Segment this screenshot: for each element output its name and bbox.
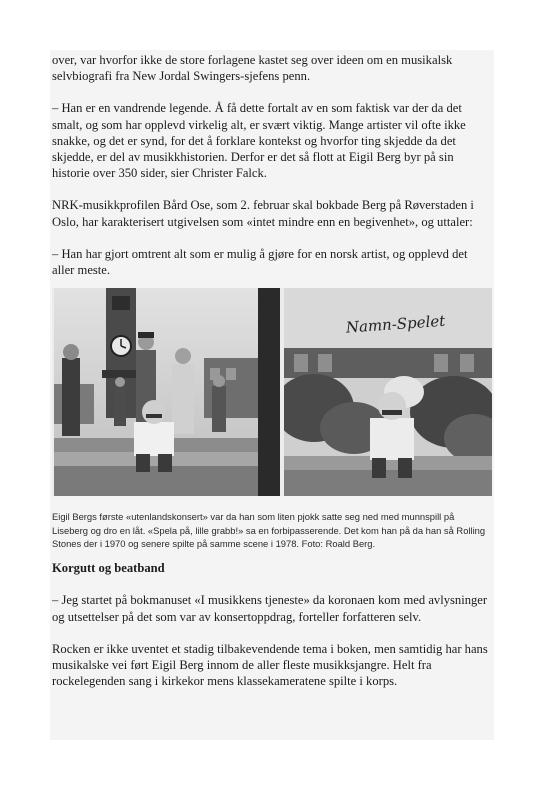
photo-divider bbox=[258, 288, 280, 496]
paragraph-6: Rocken er ikke uventet et stadig tilbakevendende tema i boken, men samtidig har hans musikalske vei ført Eigil Berg innom de aller fleste musikksjangre. Helt fra rockelegenden sang i kirkekor mens klassekameratene spilte i korps. bbox=[52, 641, 488, 689]
photo-caption: Eigil Bergs første «utenlandskonsert» var da han som liten pjokk satte seg ned med munnspill på Liseberg og dro en låt. «Spela på, lille grabb!» sa en forbipasserende. Det kom han på da han så Rolling Stones der i 1970 og senere spilte på samme scene i 1978. Foto: Roald Berg. bbox=[52, 511, 486, 550]
paragraph-1: over, var hvorfor ikke de store forlagene kastet seg over ideen om en musikalsk selvbiografi fra New Jordal Swingers-sjefens penn. bbox=[52, 53, 453, 84]
article-body bbox=[52, 52, 492, 689]
photo-boy-with-harmonica bbox=[284, 288, 492, 496]
article-photo bbox=[52, 288, 492, 496]
paragraph-4: – Han har gjort omtrent alt som er mulig å gjøre for en norsk artist, og opplevd det aller meste. bbox=[52, 246, 468, 278]
photo-sign-text: Namn-Spelet bbox=[345, 311, 446, 337]
section-heading: Korgutt og beatband bbox=[52, 561, 165, 576]
paragraph-2: – Han er en vandrende legende. Å få dette fortalt av en som faktisk var der da det smalt, og som har opplevd virkelig alt, er svært viktig. Mange artister vil ofte ikke snakke, og det er synd, for det å forklare kontekst og hvorfor ting skjedde da det skjedde, er del av musikkhistorien. Derfor er det så flott at Eigil Berg byr på sin historie over 350 sider, sier Christer Falck. bbox=[52, 101, 466, 181]
paragraph-3: NRK-musikkprofilen Bård Ose, som 2. februar skal bokbade Berg på Røverstaden i Oslo, har karakterisert utgivelsen som «intet mindre enn en begivenhet», og uttaler: bbox=[52, 198, 474, 229]
photo-boy-with-tower bbox=[54, 288, 258, 496]
paragraph-5: – Jeg startet på bokmanuset «I musikkens tjeneste» da koronaen kom med avlysninger og utsettelser på det som var av konsertoppdrag, forteller forfatteren selv. bbox=[52, 593, 488, 624]
